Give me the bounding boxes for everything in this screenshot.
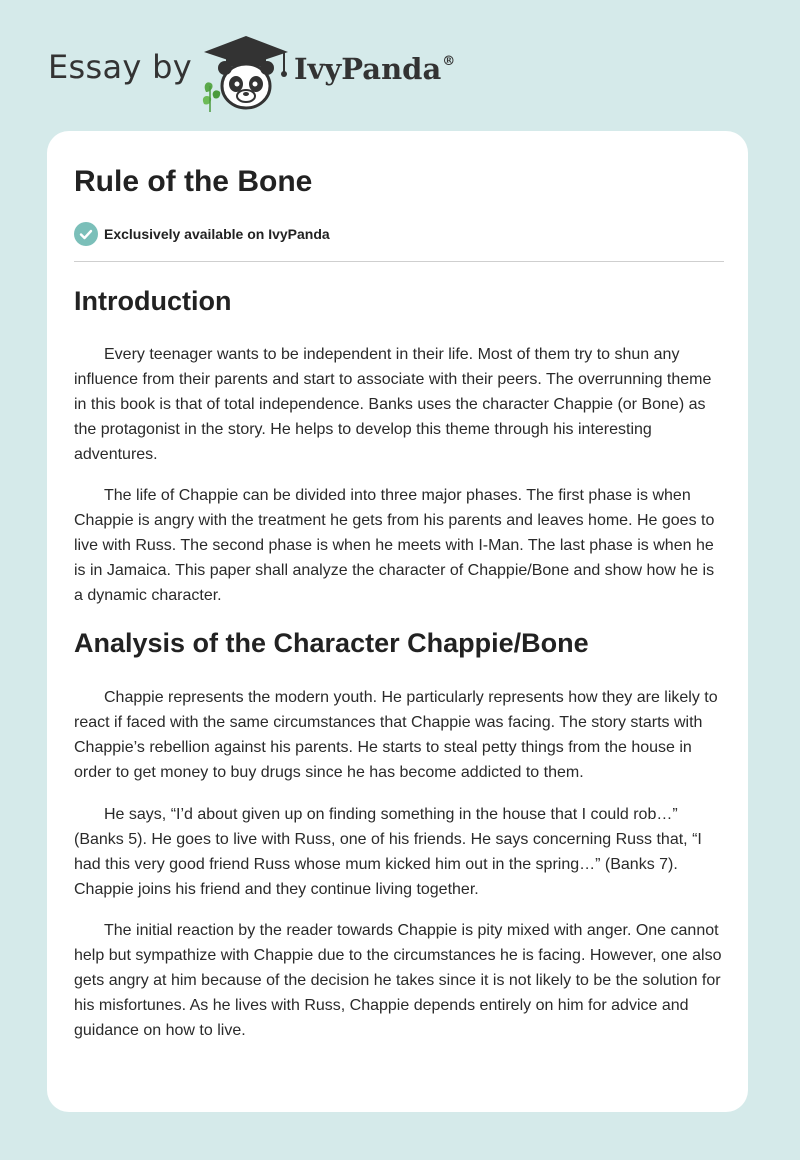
exclusive-badge-label: Exclusively available on IvyPanda xyxy=(104,226,330,242)
panda-graduate-icon[interactable] xyxy=(200,34,292,114)
page-title: Rule of the Bone xyxy=(74,165,313,198)
paragraph: The life of Chappie can be divided into three major phases. The first phase is when Chappie is angry with the treatment he gets from his parents and leaves home. He goes to live with Russ. The second phase is when he meets with I-Man. The last phase is when he is in Jamaica. This paper shall analyze the character of Chappie/Bone and show how he is a dynamic character. xyxy=(74,487,715,604)
paragraph: He says, “I’d about given up on finding something in the house that I could rob…” (Banks 5). He goes to live with Russ, one of his friends. He says concerning Russ that, “I had this very good friend Russ whose mum kicked him out in the spring…” (Banks 7). Chappie joins his friend and they continue living together. xyxy=(74,806,702,898)
brand-label: IvyPanda xyxy=(294,52,442,86)
title-divider xyxy=(74,261,724,262)
paragraph: Every teenager wants to be independent in their life. Most of them try to shun any influence from their parents and start to associate with their peers. The overrunning theme in this book is that of total independence. Banks uses the character Chappie (or Bone) as the protagonist in the story. He helps to develop this theme through his interesting adventures. xyxy=(74,346,712,463)
registered-mark: ® xyxy=(442,54,456,69)
exclusive-badge xyxy=(74,222,330,246)
section-heading-analysis: Analysis of the Character Chappie/Bone xyxy=(74,628,589,658)
essay-by-label: Essay by xyxy=(48,48,192,86)
brand-name[interactable] xyxy=(294,52,455,86)
essay-card xyxy=(47,131,748,1112)
site-header xyxy=(48,30,528,120)
section-heading-introduction: Introduction xyxy=(74,286,232,316)
paragraph: Chappie represents the modern youth. He particularly represents how they are likely to react if faced with the same circumstances that Chappie was facing. The story starts with Chappie’s rebellion against his parents. He starts to steal petty things from the house in order to get money to buy drugs since he has become addicted to them. xyxy=(74,689,718,781)
paragraph: The initial reaction by the reader towards Chappie is pity mixed with anger. One cannot help but sympathize with Chappie due to the circumstances he is facing. However, one also gets angry at him because of the decision he takes since it is not likely to be the solution for his misfortunes. As he lives with Russ, Chappie depends entirely on him for advice and guidance on how to live. xyxy=(74,922,722,1039)
check-circle-icon xyxy=(74,222,98,246)
